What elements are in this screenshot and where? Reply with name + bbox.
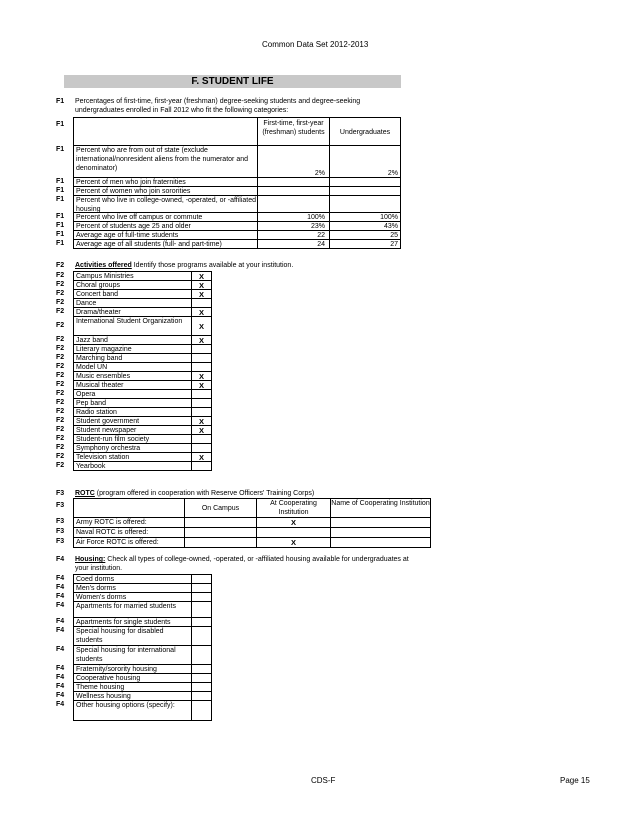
f4-heading bbox=[75, 555, 415, 573]
f4-code: F4 bbox=[56, 701, 65, 708]
f2-code: F2 bbox=[56, 462, 65, 469]
f2-activity-label: Dance bbox=[73, 298, 192, 308]
f2-activity-label: Model UN bbox=[73, 362, 192, 372]
f4-check-cell bbox=[191, 645, 212, 665]
f4-housing-label: Cooperative housing bbox=[73, 673, 192, 683]
f1-code: F1 bbox=[56, 146, 65, 153]
f2-activity-label: Marching band bbox=[73, 353, 192, 363]
f3-name-cell bbox=[330, 537, 431, 548]
f1-header-blank bbox=[73, 117, 258, 146]
f4-code: F4 bbox=[56, 627, 65, 634]
f1-undergrad-value: 27 bbox=[329, 239, 401, 249]
f1-code: F1 bbox=[56, 222, 65, 229]
f1-code: F1 bbox=[56, 178, 65, 185]
f3-row-label: Air Force ROTC is offered: bbox=[73, 537, 185, 548]
f4-code: F4 bbox=[56, 665, 65, 672]
f4-code: F4 bbox=[56, 593, 65, 600]
f2-code: F2 bbox=[56, 381, 65, 388]
f1-code: F1 bbox=[56, 121, 65, 128]
f3-col-on-campus: On Campus bbox=[184, 498, 257, 518]
f2-activity-label: Drama/theater bbox=[73, 307, 192, 317]
f3-heading-text: (program offered in cooperation with Reserve Officers' Training Corps) bbox=[94, 490, 315, 497]
page-header: Common Data Set 2012-2013 bbox=[262, 40, 369, 49]
f2-activity-label: Musical theater bbox=[73, 380, 192, 390]
f2-code: F2 bbox=[56, 399, 65, 406]
f1-row-label: Percent who are from out of state (exclude international/nonresident aliens from the numerator and denominator) bbox=[73, 145, 258, 178]
f1-row-label: Percent who live in college-owned, -operated, or -affiliated housing bbox=[73, 195, 258, 213]
f2-activity-label: Yearbook bbox=[73, 461, 192, 471]
f4-housing-label: Apartments for married students bbox=[73, 601, 192, 618]
f4-heading-label: Housing: bbox=[75, 556, 106, 563]
f4-check-cell bbox=[191, 626, 212, 646]
f2-check-cell: X bbox=[191, 416, 212, 426]
f3-code: F3 bbox=[56, 538, 65, 545]
f4-heading-text: Check all types of college-owned, -operated, or -affiliated housing available for undergraduates at your institution. bbox=[75, 556, 409, 572]
f2-activity-label: Jazz band bbox=[73, 335, 192, 345]
f1-row-label: Percent of women who join sororities bbox=[73, 186, 258, 196]
f1-undergrad-value: 43% bbox=[329, 221, 401, 231]
f4-code: F4 bbox=[56, 674, 65, 681]
f4-code: F4 bbox=[56, 692, 65, 699]
f2-check-cell: X bbox=[191, 280, 212, 290]
f4-housing-label: Other housing options (specify): bbox=[73, 700, 192, 721]
f4-code: F4 bbox=[56, 646, 65, 653]
f1-freshman-value: 100% bbox=[257, 212, 330, 222]
f3-cooperating-cell: X bbox=[256, 537, 331, 548]
f2-check-cell: X bbox=[191, 452, 212, 462]
f2-code: F2 bbox=[56, 308, 65, 315]
footer-section: CDS-F bbox=[311, 776, 336, 785]
f1-code: F1 bbox=[56, 231, 65, 238]
f2-check-cell: X bbox=[191, 271, 212, 281]
f2-activity-label: Choral groups bbox=[73, 280, 192, 290]
f2-code: F2 bbox=[56, 363, 65, 370]
f2-check-cell bbox=[191, 461, 212, 471]
f3-row-label: Naval ROTC is offered: bbox=[73, 527, 185, 538]
f1-freshman-value: 23% bbox=[257, 221, 330, 231]
f1-intro: Percentages of first-time, first-year (freshman) degree-seeking students and degree-seeking undergraduates enrolled in Fall 2012 who fit the following categories: bbox=[75, 98, 361, 114]
f1-undergrad-value: 2% bbox=[329, 145, 401, 178]
f1-undergrad-value: 100% bbox=[329, 212, 401, 222]
f2-activity-label: Television station bbox=[73, 452, 192, 462]
f2-code: F2 bbox=[56, 322, 65, 329]
f2-activity-label: Opera bbox=[73, 389, 192, 399]
f1-code: F1 bbox=[56, 187, 65, 194]
f2-check-cell: X bbox=[191, 371, 212, 381]
f2-check-cell: X bbox=[191, 425, 212, 435]
f3-on-campus-cell bbox=[184, 537, 257, 548]
f3-header-blank bbox=[73, 498, 185, 518]
f2-check-cell: X bbox=[191, 316, 212, 336]
f1-col-freshman: First-time, first-year (freshman) students bbox=[257, 117, 330, 146]
f2-code: F2 bbox=[56, 453, 65, 460]
f1-freshman-value: 22 bbox=[257, 230, 330, 240]
f1-code: F1 bbox=[56, 196, 65, 203]
f1-row-label: Percent of men who join fraternities bbox=[73, 177, 258, 187]
f2-code: F2 bbox=[56, 262, 65, 269]
f2-code: F2 bbox=[56, 299, 65, 306]
f4-check-cell bbox=[191, 601, 212, 618]
f3-code: F3 bbox=[56, 502, 65, 509]
f4-housing-label: Special housing for disabled students bbox=[73, 626, 192, 646]
f2-activity-label: Radio station bbox=[73, 407, 192, 417]
f2-code: F2 bbox=[56, 281, 65, 288]
f3-code: F3 bbox=[56, 490, 65, 497]
f4-housing-label: Special housing for international students bbox=[73, 645, 192, 665]
f4-code: F4 bbox=[56, 584, 65, 591]
f3-heading-label: ROTC bbox=[75, 490, 95, 497]
f4-check-cell bbox=[191, 700, 212, 721]
f2-activity-label: Student newspaper bbox=[73, 425, 192, 435]
f1-code: F1 bbox=[56, 98, 65, 105]
f1-undergrad-value: 25 bbox=[329, 230, 401, 240]
f2-check-cell: X bbox=[191, 335, 212, 345]
f1-col-undergrad: Undergraduates bbox=[329, 117, 401, 146]
f3-row-label: Army ROTC is offered: bbox=[73, 517, 185, 528]
f4-code: F4 bbox=[56, 556, 65, 563]
f2-code: F2 bbox=[56, 408, 65, 415]
f2-check-cell: X bbox=[191, 289, 212, 299]
f2-activity-label: Music ensembles bbox=[73, 371, 192, 381]
f4-code: F4 bbox=[56, 618, 65, 625]
f2-code: F2 bbox=[56, 272, 65, 279]
f4-housing-label: Theme housing bbox=[73, 682, 192, 692]
f1-row-label: Average age of full-time students bbox=[73, 230, 258, 240]
f4-code: F4 bbox=[56, 683, 65, 690]
f3-col-cooperating: At Cooperating Institution bbox=[256, 498, 331, 518]
f1-undergrad-value bbox=[329, 195, 401, 213]
f4-housing-label: Coed dorms bbox=[73, 574, 192, 584]
f2-activity-label: Campus Ministries bbox=[73, 271, 192, 281]
f3-code: F3 bbox=[56, 528, 65, 535]
f1-freshman-value bbox=[257, 195, 330, 213]
f2-activity-label: Student-run film society bbox=[73, 434, 192, 444]
f1-code: F1 bbox=[56, 213, 65, 220]
f2-activity-label: Concert band bbox=[73, 289, 192, 299]
f2-code: F2 bbox=[56, 426, 65, 433]
f2-activity-label: Symphony orchestra bbox=[73, 443, 192, 453]
f1-freshman-value: 24 bbox=[257, 239, 330, 249]
f2-activity-label: Student government bbox=[73, 416, 192, 426]
f2-code: F2 bbox=[56, 345, 65, 352]
f1-row-label: Percent who live off campus or commute bbox=[73, 212, 258, 222]
f1-freshman-value: 2% bbox=[257, 145, 330, 178]
f2-check-cell: X bbox=[191, 380, 212, 390]
f2-code: F2 bbox=[56, 290, 65, 297]
f2-code: F2 bbox=[56, 390, 65, 397]
page-number: Page 15 bbox=[560, 776, 590, 785]
f3-heading bbox=[75, 489, 405, 498]
section-title: F. STUDENT LIFE bbox=[64, 75, 401, 88]
f2-activity-label: Literary magazine bbox=[73, 344, 192, 354]
f2-check-cell: X bbox=[191, 307, 212, 317]
f4-code: F4 bbox=[56, 575, 65, 582]
f3-code: F3 bbox=[56, 518, 65, 525]
f2-code: F2 bbox=[56, 372, 65, 379]
f1-row-label: Average age of all students (full- and part-time) bbox=[73, 239, 258, 249]
f2-activity-label: Pep band bbox=[73, 398, 192, 408]
f4-housing-label: Wellness housing bbox=[73, 691, 192, 701]
f1-row-label: Percent of students age 25 and older bbox=[73, 221, 258, 231]
f2-code: F2 bbox=[56, 336, 65, 343]
f4-code: F4 bbox=[56, 602, 65, 609]
f2-heading-text: Identify those programs available at your institution. bbox=[131, 262, 294, 269]
f2-activity-label: International Student Organization bbox=[73, 316, 192, 336]
f2-heading bbox=[75, 261, 405, 270]
f2-code: F2 bbox=[56, 354, 65, 361]
f4-housing-label: Women's dorms bbox=[73, 592, 192, 602]
f2-heading-label: Activities offered bbox=[75, 262, 132, 269]
f1-code: F1 bbox=[56, 240, 65, 247]
f3-col-name: Name of Cooperating Institution bbox=[330, 498, 431, 518]
f2-code: F2 bbox=[56, 435, 65, 442]
f4-housing-label: Apartments for single students bbox=[73, 617, 192, 627]
f4-housing-label: Men's dorms bbox=[73, 583, 192, 593]
f2-code: F2 bbox=[56, 444, 65, 451]
f3-cooperating-cell: X bbox=[256, 517, 331, 528]
f2-code: F2 bbox=[56, 417, 65, 424]
f4-housing-label: Fraternity/sorority housing bbox=[73, 664, 192, 674]
